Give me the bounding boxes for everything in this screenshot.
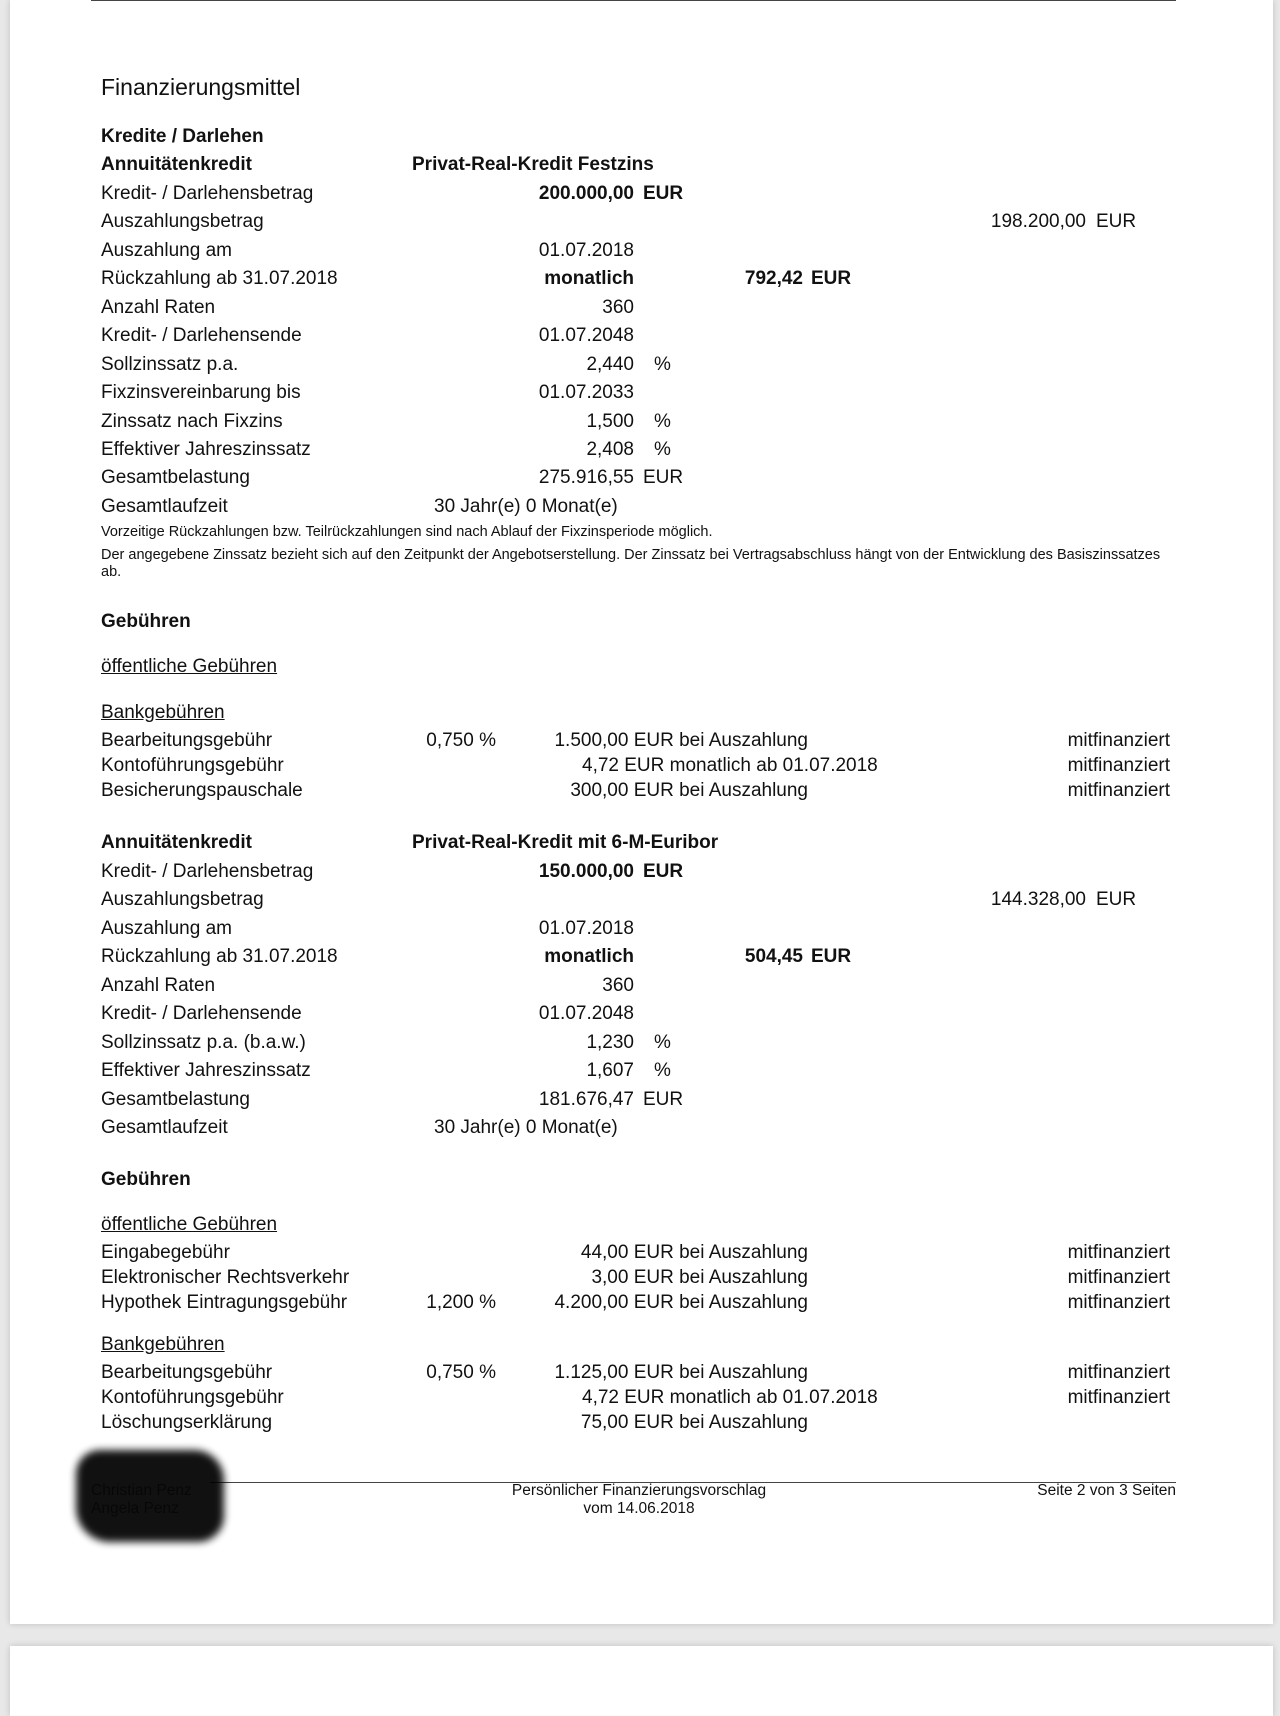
fee-name: Bearbeitungsgebühr bbox=[101, 1362, 273, 1383]
fee-percent: 0,750 % bbox=[426, 730, 496, 751]
installments-label: Anzahl Raten bbox=[101, 297, 216, 318]
section-heading: Kredite / Darlehen bbox=[101, 126, 264, 147]
note-early-repayment: Vorzeitige Rückzahlungen bzw. Teilrückzahlungen sind nach Ablauf der Fixzinsperiode möglich. bbox=[101, 524, 713, 540]
bank-fees-heading: Bankgebühren bbox=[101, 1334, 225, 1355]
repayment-frequency: monatlich bbox=[544, 946, 634, 967]
public-fees-heading: öffentliche Gebühren bbox=[101, 656, 278, 677]
repayment-unit: EUR bbox=[811, 946, 852, 967]
payout-amount-label: Auszahlungsbetrag bbox=[101, 211, 264, 232]
installments-value: 360 bbox=[602, 975, 634, 996]
repayment-label: Rückzahlung ab 31.07.2018 bbox=[101, 268, 338, 289]
interest-rate-unit: % bbox=[654, 1032, 671, 1053]
payout-amount-value: 198.200,00 bbox=[990, 211, 1086, 232]
total-cost-value: 275.916,55 bbox=[538, 467, 634, 488]
page-title: Finanzierungsmittel bbox=[101, 74, 301, 100]
fee-percent: 1,200 % bbox=[426, 1292, 496, 1313]
total-cost-label: Gesamtbelastung bbox=[101, 1089, 250, 1110]
fee-amount: 1.125,00 EUR bei Auszahlung bbox=[554, 1362, 808, 1383]
fee-status: mitfinanziert bbox=[1067, 1362, 1170, 1383]
effective-rate-value: 2,408 bbox=[586, 439, 634, 460]
effective-rate-unit: % bbox=[654, 1060, 671, 1081]
payout-date-label: Auszahlung am bbox=[101, 240, 232, 261]
loan-product: Privat-Real-Kredit Festzins bbox=[412, 154, 654, 175]
repayment-rate: 504,45 bbox=[744, 946, 803, 967]
term-value: 30 Jahr(e) 0 Monat(e) bbox=[434, 1117, 618, 1138]
fixed-rate-label: Fixzinsvereinbarung bis bbox=[101, 382, 301, 403]
payout-date-label: Auszahlung am bbox=[101, 918, 232, 939]
fee-status: mitfinanziert bbox=[1067, 1292, 1170, 1313]
loan-amount-label: Kredit- / Darlehensbetrag bbox=[101, 861, 314, 882]
loan-end-label: Kredit- / Darlehensende bbox=[101, 325, 302, 346]
bank-fees-heading: Bankgebühren bbox=[101, 702, 225, 723]
after-fixed-rate-value: 1,500 bbox=[586, 411, 634, 432]
repayment-unit: EUR bbox=[811, 268, 852, 289]
footer-document-info bbox=[500, 1482, 778, 1518]
interest-rate-value: 1,230 bbox=[586, 1032, 634, 1053]
after-fixed-rate-label: Zinssatz nach Fixzins bbox=[101, 411, 283, 432]
loan-amount-value: 150.000,00 bbox=[538, 861, 634, 882]
loan-amount-value: 200.000,00 bbox=[538, 183, 634, 204]
redaction-blot bbox=[76, 1450, 224, 1542]
total-cost-unit: EUR bbox=[643, 1089, 684, 1110]
page-number: Seite 2 von 3 Seiten bbox=[1037, 1482, 1176, 1499]
note-interest-rate: Der angegebene Zinssatz bezieht sich auf den Zeitpunkt der Angebotserstellung. Der Zinssatz bei Vertragsabschluss hängt von der Entwicklung des Basiszinssatzes ab. bbox=[101, 547, 1161, 580]
fee-name: Kontoführungsgebühr bbox=[101, 755, 284, 776]
fee-name: Besicherungspauschale bbox=[101, 780, 303, 801]
fee-name: Hypothek Eintragungsgebühr bbox=[101, 1292, 348, 1313]
total-cost-label: Gesamtbelastung bbox=[101, 467, 250, 488]
payout-amount-value: 144.328,00 bbox=[990, 889, 1086, 910]
fees-heading: Gebühren bbox=[101, 1169, 191, 1190]
top-rule bbox=[91, 0, 1176, 1]
fee-amount: 300,00 EUR bei Auszahlung bbox=[570, 780, 808, 801]
term-label: Gesamtlaufzeit bbox=[101, 496, 228, 517]
fee-amount: 4.200,00 EUR bei Auszahlung bbox=[554, 1292, 808, 1313]
fee-percent: 0,750 % bbox=[426, 1362, 496, 1383]
loan-end-value: 01.07.2048 bbox=[538, 325, 634, 346]
fee-name: Kontoführungsgebühr bbox=[101, 1387, 284, 1408]
loan-amount-label: Kredit- / Darlehensbetrag bbox=[101, 183, 314, 204]
fee-amount: 1.500,00 EUR bei Auszahlung bbox=[554, 730, 808, 751]
payout-date-value: 01.07.2018 bbox=[538, 240, 634, 261]
repayment-rate: 792,42 bbox=[744, 268, 803, 289]
interest-rate-unit: % bbox=[654, 354, 671, 375]
fixed-rate-value: 01.07.2033 bbox=[538, 382, 634, 403]
fee-status: mitfinanziert bbox=[1067, 730, 1170, 751]
loan-amount-unit: EUR bbox=[643, 861, 684, 882]
loan-end-value: 01.07.2048 bbox=[538, 1003, 634, 1024]
total-cost-value: 181.676,47 bbox=[538, 1089, 634, 1110]
payout-amount-unit: EUR bbox=[1096, 211, 1137, 232]
repayment-frequency: monatlich bbox=[544, 268, 634, 289]
loan-amount-unit: EUR bbox=[643, 183, 684, 204]
payout-amount-unit: EUR bbox=[1096, 889, 1137, 910]
fee-amount: 75,00 EUR bei Auszahlung bbox=[580, 1412, 808, 1433]
loan-type: Annuitätenkredit bbox=[101, 154, 252, 175]
fee-amount: 4,72 EUR monatlich ab 01.07.2018 bbox=[582, 755, 878, 776]
interest-rate-label: Sollzinssatz p.a. (b.a.w.) bbox=[101, 1032, 306, 1053]
effective-rate-unit: % bbox=[654, 439, 671, 460]
fee-amount: 4,72 EUR monatlich ab 01.07.2018 bbox=[582, 1387, 878, 1408]
fee-amount: 44,00 EUR bei Auszahlung bbox=[580, 1242, 808, 1263]
fees-heading: Gebühren bbox=[101, 611, 191, 632]
fee-status: mitfinanziert bbox=[1067, 780, 1170, 801]
payout-amount-label: Auszahlungsbetrag bbox=[101, 889, 264, 910]
after-fixed-rate-unit: % bbox=[654, 411, 671, 432]
fee-name: Eingabegebühr bbox=[101, 1242, 230, 1263]
fee-amount: 3,00 EUR bei Auszahlung bbox=[591, 1267, 808, 1288]
fee-status: mitfinanziert bbox=[1067, 1387, 1170, 1408]
loan-end-label: Kredit- / Darlehensende bbox=[101, 1003, 302, 1024]
effective-rate-value: 1,607 bbox=[586, 1060, 634, 1081]
interest-rate-value: 2,440 bbox=[586, 354, 634, 375]
effective-rate-label: Effektiver Jahreszinssatz bbox=[101, 439, 311, 460]
payout-date-value: 01.07.2018 bbox=[538, 918, 634, 939]
fee-name: Elektronischer Rechtsverkehr bbox=[101, 1267, 350, 1288]
loan-product: Privat-Real-Kredit mit 6-M-Euribor bbox=[412, 832, 719, 853]
total-cost-unit: EUR bbox=[643, 467, 684, 488]
repayment-label: Rückzahlung ab 31.07.2018 bbox=[101, 946, 338, 967]
installments-value: 360 bbox=[602, 297, 634, 318]
term-label: Gesamtlaufzeit bbox=[101, 1117, 228, 1138]
fee-name: Bearbeitungsgebühr bbox=[101, 730, 273, 751]
installments-label: Anzahl Raten bbox=[101, 975, 216, 996]
public-fees-heading: öffentliche Gebühren bbox=[101, 1214, 278, 1235]
fee-status: mitfinanziert bbox=[1067, 755, 1170, 776]
loan-type: Annuitätenkredit bbox=[101, 832, 252, 853]
fee-name: Löschungserklärung bbox=[101, 1412, 273, 1433]
footer-document-title: Persönlicher Finanzierungsvorschlag bbox=[511, 1482, 767, 1499]
footer-document-date: vom 14.06.2018 bbox=[583, 1500, 695, 1517]
fee-status: mitfinanziert bbox=[1067, 1242, 1170, 1263]
interest-rate-label: Sollzinssatz p.a. bbox=[101, 354, 239, 375]
effective-rate-label: Effektiver Jahreszinssatz bbox=[101, 1060, 311, 1081]
fee-status: mitfinanziert bbox=[1067, 1267, 1170, 1288]
term-value: 30 Jahr(e) 0 Monat(e) bbox=[434, 496, 618, 517]
